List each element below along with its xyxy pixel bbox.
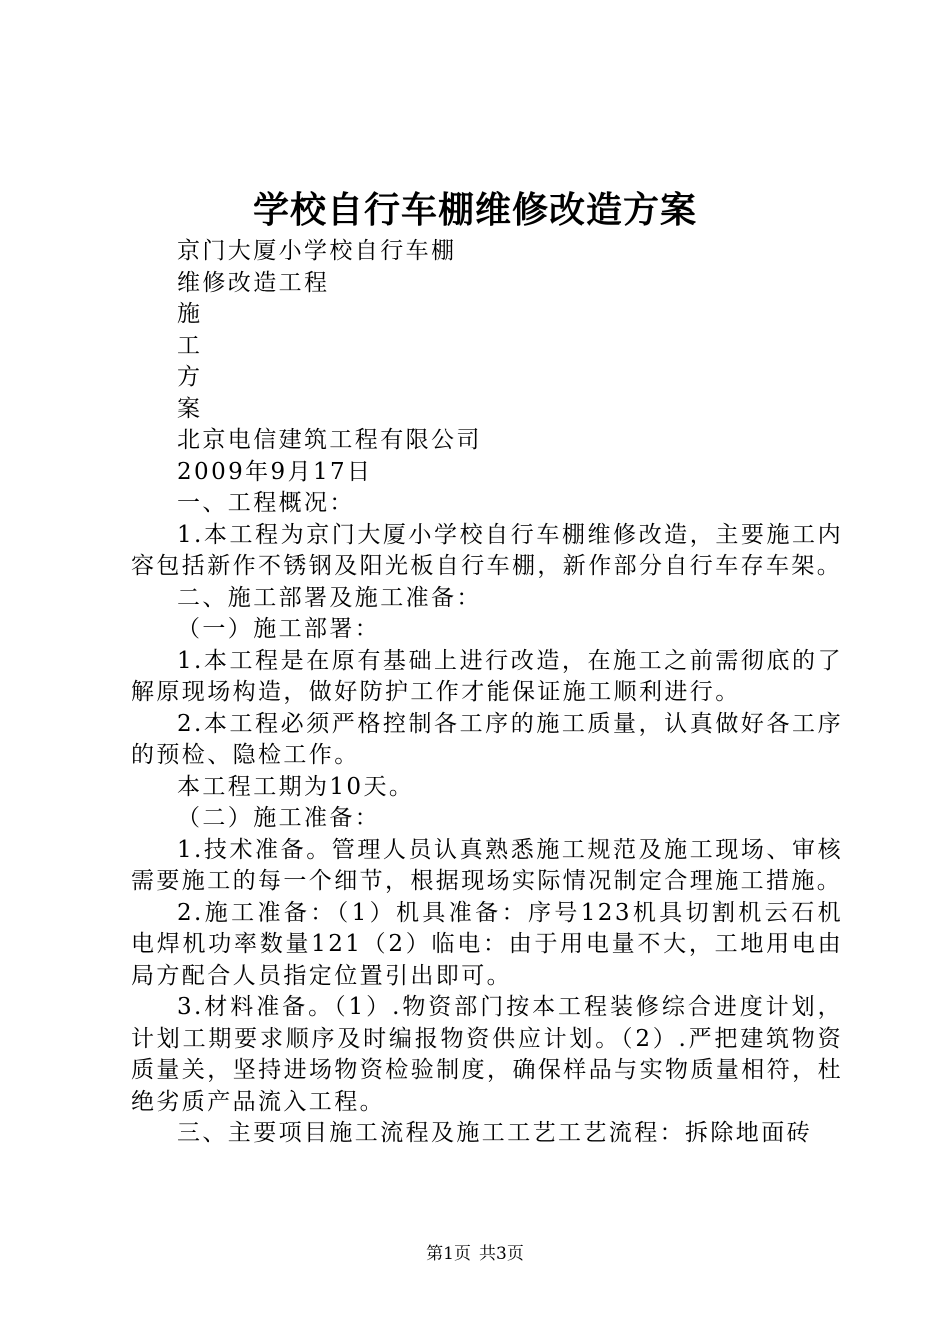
paragraph: 2.施工准备：（1）机具准备：序号123机具切割机云石机电焊机功率数量121（2）临电：由于用电量不大，工地用电由局方配合人员指定位置引出即可。 xyxy=(131,899,843,989)
page-footer xyxy=(0,1242,950,1266)
paragraph: 1.本工程是在原有基础上进行改造，在施工之前需彻底的了解原现场构造，做好防护工作才能保证施工顺利进行。 xyxy=(131,647,843,705)
page-number: 第1页 xyxy=(426,1244,471,1264)
paragraph: 施 xyxy=(177,301,203,327)
page-total: 共3页 xyxy=(479,1244,524,1264)
paragraph: 1.技术准备。管理人员认真熟悉施工规范及施工现场、审核需要施工的每一个细节，根据现场实际情况制定合理施工措施。 xyxy=(131,836,843,894)
paragraph: 维修改造工程 xyxy=(177,269,330,296)
paragraph: 方 xyxy=(177,364,203,390)
document-body xyxy=(131,236,843,1150)
paragraph: 工 xyxy=(177,332,203,359)
paragraph: 本工程工期为10天。 xyxy=(177,773,415,800)
section-heading: 二、施工部署及施工准备： xyxy=(177,584,482,611)
subsection-heading: （二）施工准备： xyxy=(177,805,381,831)
paragraph: 1.本工程为京门大厦小学校自行车棚维修改造，主要施工内容包括新作不锈钢及阳光板自行车棚，新作部分自行车存车架。 xyxy=(131,521,843,579)
paragraph: 北京电信建筑工程有限公司 xyxy=(177,427,482,453)
section-heading: 一、工程概况： xyxy=(177,490,355,516)
section-heading: 三、主要项目施工流程及施工工艺工艺流程：拆除地面砖 xyxy=(177,1120,812,1146)
subsection-heading: （一）施工部署： xyxy=(177,616,381,642)
document-title: 学校自行车棚维修改造方案 xyxy=(252,189,697,231)
paragraph: 2009年9月17日 xyxy=(177,458,373,485)
paragraph: 京门大厦小学校自行车棚 xyxy=(177,238,457,264)
paragraph: 3.材料准备。（1）.物资部门按本工程装修综合进度计划，计划工期要求顺序及时编报物资供应计划。（2）.严把建筑物资质量关，坚持进场物资检验制度，确保样品与实物质量相符，杜绝劣质产品流入工程。 xyxy=(131,994,843,1115)
paragraph: 案 xyxy=(177,395,203,422)
paragraph: 2.本工程必须严格控制各工序的施工质量，认真做好各工序的预检、隐检工作。 xyxy=(131,710,843,768)
